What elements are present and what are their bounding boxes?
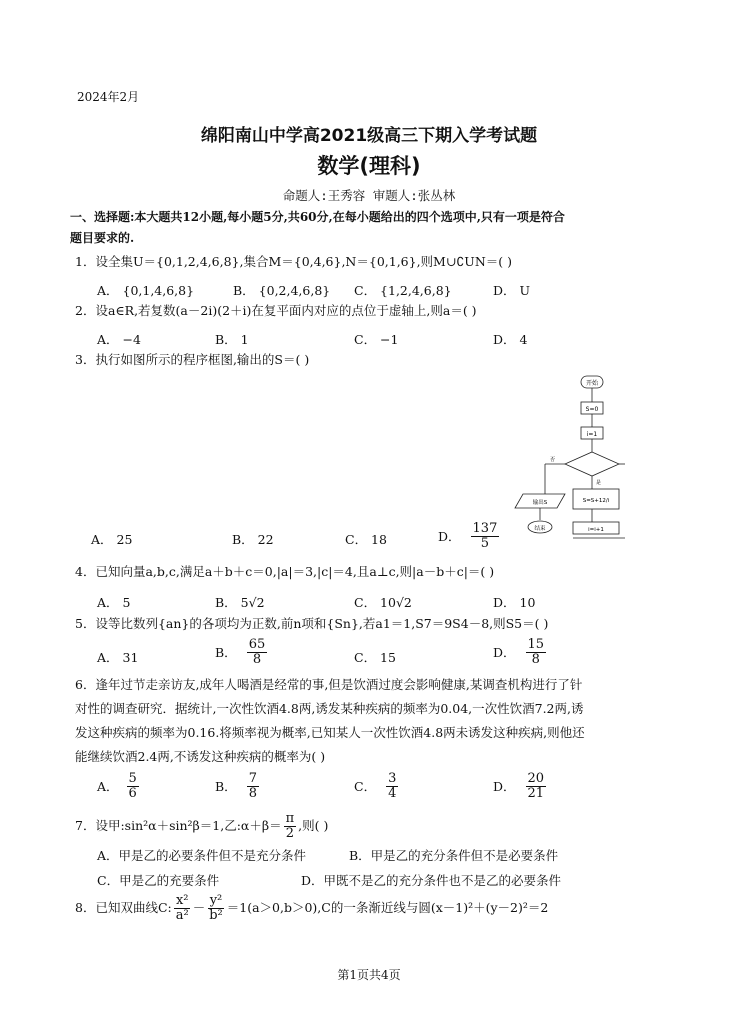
- q3-d-denominator: 5: [480, 535, 490, 551]
- q1-option-c: C． {1,2,4,6,8}: [354, 283, 452, 298]
- q8-stem: [75, 894, 548, 922]
- q7-option-d: D．甲既不是乙的充分条件也不是乙的必要条件: [301, 873, 562, 888]
- q7-stem: [75, 812, 328, 840]
- q6-line1: 6．逢年过节走亲访友,成年人喝酒是经常的事,但是饮酒过度会影响健康,某调查机构进行了针: [75, 677, 583, 692]
- q5-d-numerator: 15: [527, 637, 545, 652]
- q5-option-d-label: D．: [493, 645, 516, 661]
- flow-yes-text: 是: [596, 480, 602, 486]
- q3-d-numerator: 137: [472, 521, 498, 536]
- q4-option-b: B． 5√2: [215, 595, 265, 610]
- q6-a-denominator: 6: [128, 785, 137, 801]
- flow-start-text: 开始: [585, 380, 599, 387]
- q7-option-c: C．甲是乙的充要条件: [97, 873, 220, 888]
- q8-pre: 8．已知双曲线C:: [75, 899, 172, 915]
- q1-option-b: B． {0,2,4,6,8}: [233, 283, 331, 298]
- q6-d-denominator: 21: [527, 785, 545, 801]
- q6-option-c: [354, 772, 400, 800]
- section-heading-line1: 一、选择题:本大题共12小题,每小题5分,共60分,在每小题给出的四个选项中,只有一项是符合: [70, 210, 565, 224]
- q6-line3: 发这种疾病的频率为0.16.将频率视为概率,已知某人一次性饮酒4.8两未诱发这种疾病,则他还: [75, 725, 585, 740]
- q5-b-numerator: 65: [248, 637, 266, 652]
- q1-option-d: D． U: [493, 283, 531, 298]
- flow-s0-text: S=0: [585, 406, 599, 413]
- q5-option-b-label: B．: [215, 645, 237, 661]
- q7-pi-numerator: π: [285, 811, 295, 826]
- q7-pi-denominator: 2: [285, 825, 294, 841]
- q4-option-a: A． 5: [97, 595, 131, 610]
- q3-option-d-label: D．: [438, 529, 461, 545]
- q3-option-c: C． 18: [345, 532, 387, 547]
- q5-option-b: [215, 638, 269, 666]
- q5-d-denominator: 8: [531, 651, 540, 667]
- page-number: 第1页共4页: [337, 968, 401, 982]
- q2-option-a: A． −4: [97, 332, 141, 347]
- q5-option-c: C． 15: [354, 650, 396, 665]
- q6-option-d-label: D．: [493, 779, 516, 795]
- date-label: 2024年2月: [77, 90, 140, 104]
- q5-b-denominator: 8: [252, 651, 262, 667]
- q6-c-denominator: 4: [388, 785, 397, 801]
- flow-output-text: 输出S: [532, 500, 548, 506]
- q6-line2: 对性的调查研究．据统计,一次性饮酒4.8两,诱发某种疾病的频率为0.04,一次性饮酒7.2两,诱: [75, 701, 584, 716]
- q2-stem: 2．设a∈R,若复数(a－2i)(2＋i)在复平面内对应的点位于虚轴上,则a＝( ): [75, 303, 477, 318]
- q6-a-numerator: 5: [128, 771, 137, 786]
- q6-b-numerator: 7: [248, 771, 257, 786]
- q6-option-c-label: C．: [354, 779, 377, 795]
- exam-title: 绵阳南山中学高2021级高三下期入学考试题: [200, 126, 538, 146]
- q2-option-d: D． 4: [493, 332, 528, 347]
- q7-stem-pre: 7．设甲:sin²α＋sin²β＝1,乙:α＋β＝: [75, 817, 282, 833]
- q8-minus: －: [192, 899, 206, 915]
- q2-option-c: C． −1: [354, 332, 399, 347]
- flow-i1-text: i=1: [586, 431, 598, 438]
- program-flowchart: [505, 372, 630, 544]
- authors-line: 命题人:王秀容 审题人:张丛林: [282, 188, 456, 203]
- q6-line4: 能继续饮酒2.4两,不诱发这种疾病的概率为( ): [75, 749, 326, 764]
- q3-option-b: B． 22: [232, 532, 274, 547]
- q6-d-numerator: 20: [527, 771, 545, 786]
- q5-option-a: A． 31: [97, 650, 139, 665]
- q8-y-numerator: y²: [209, 893, 223, 908]
- q4-option-c: C． 10√2: [354, 595, 412, 610]
- q6-option-d: [493, 772, 548, 800]
- q6-option-a-label: A．: [97, 779, 119, 795]
- q7-option-b: B．甲是乙的充分条件但不是必要条件: [349, 848, 559, 863]
- flow-assign-text: S=S+12/i: [582, 498, 610, 504]
- subject-title: 数学(理科): [317, 154, 421, 178]
- q6-option-b: [215, 772, 261, 800]
- q8-x-numerator: x²: [175, 893, 189, 908]
- q5-option-d: [493, 638, 548, 666]
- q3-stem: 3．执行如图所示的程序框图,输出的S＝( ): [75, 352, 310, 367]
- q3-option-d: [438, 522, 501, 550]
- flow-end-text: 结束: [534, 526, 546, 532]
- q4-stem: 4．已知向量a,b,c,满足a＋b＋c＝0,|a|＝3,|c|＝4,且a⊥c,则|a－b＋c|＝( ): [75, 564, 495, 579]
- q5-stem: 5．设等比数列{an}的各项均为正数,前n项和{Sn},若a1＝1,S7＝9S4－8,则S5＝( ): [75, 616, 549, 631]
- q6-option-b-label: B．: [215, 779, 237, 795]
- q8-y-denominator: b²: [209, 907, 223, 923]
- q6-option-a: [97, 772, 141, 800]
- q2-option-b: B． 1: [215, 332, 249, 347]
- flow-no-text: 否: [550, 457, 556, 463]
- q8-post: ＝1(a＞0,b＞0),C的一条渐近线与圆(x－1)²＋(y－2)²＝2: [226, 899, 549, 915]
- q6-b-denominator: 8: [248, 785, 257, 801]
- flow-condition-diamond: [565, 452, 619, 476]
- section-heading-line2: 题目要求的.: [70, 231, 135, 245]
- q8-x-denominator: a²: [175, 907, 189, 923]
- q4-option-d: D． 10: [493, 595, 536, 610]
- q7-option-a: A．甲是乙的必要条件但不是充分条件: [97, 848, 307, 863]
- q3-option-a: A． 25: [91, 532, 133, 547]
- q7-stem-post: ,则( ): [298, 817, 329, 833]
- q1-stem: 1．设全集U＝{0,1,2,4,6,8},集合M＝{0,4,6},N＝{0,1,6},则M∪∁UN＝( ): [75, 254, 512, 269]
- flow-increment-text: i=i+1: [588, 527, 604, 533]
- q1-option-a: A． {0,1,4,6,8}: [97, 283, 195, 298]
- q6-c-numerator: 3: [388, 771, 397, 786]
